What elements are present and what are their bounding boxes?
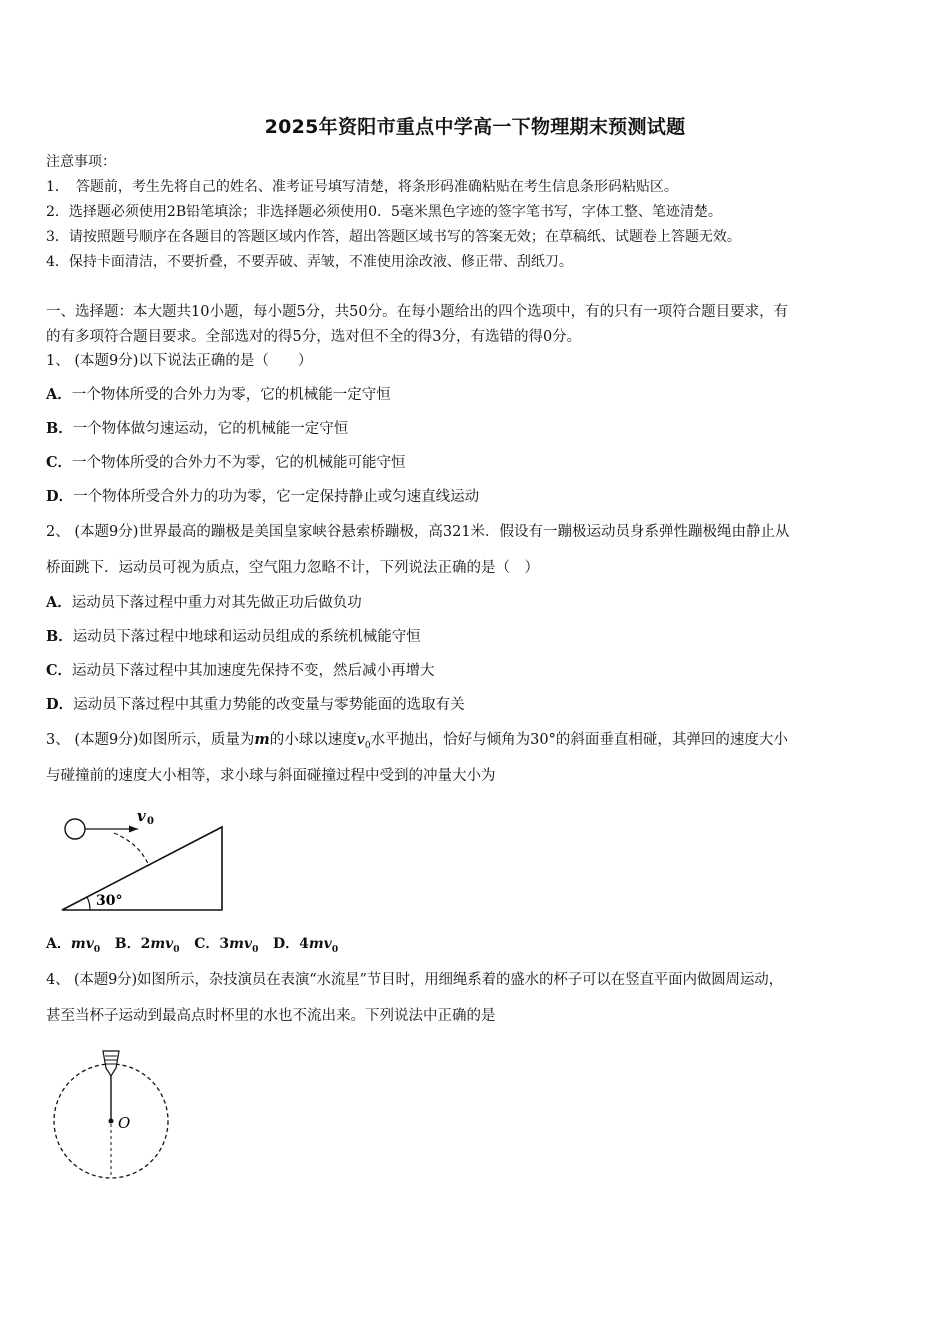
option-text: 运动员下落过程中其加速度先保持不变，然后减小再增大 xyxy=(72,663,435,679)
question-3-option-b xyxy=(114,936,180,955)
question-2-option-b xyxy=(46,627,916,647)
trajectory-path xyxy=(114,833,149,866)
angle-label: 30° xyxy=(96,893,123,909)
stem-text: 的小球以速度 xyxy=(269,732,357,748)
option-text: 一个物体所受的合外力不为零，它的机械能可能守恒 xyxy=(72,455,406,471)
question-2-stem-line-2: 桥面跳下．运动员可视为质点，空气阻力忽略不计，下列说法正确的是（ ） xyxy=(46,560,539,576)
velocity-symbol: v xyxy=(165,936,174,952)
option-letter: C． xyxy=(46,662,73,679)
velocity-label-subscript: 0 xyxy=(147,816,154,827)
question-3-options xyxy=(46,934,916,960)
option-text: 一个物体所受的合外力为零，它的机械能一定守恒 xyxy=(71,387,391,403)
mass-symbol: m xyxy=(229,936,244,952)
option-coef: 2 xyxy=(140,936,151,952)
velocity-subscript: 0 xyxy=(364,740,371,751)
option-letter: A． xyxy=(46,936,71,952)
section-intro-line-1: 一、选择题：本大题共10小题，每小题5分，共50分。在每小题给出的四个选项中，有的只有一项符合题目要求，有 xyxy=(46,304,789,320)
incline-triangle xyxy=(62,827,222,910)
question-3-option-a xyxy=(46,936,101,955)
center-point xyxy=(109,1119,114,1124)
option-coef: 4 xyxy=(299,936,309,952)
question-2-option-d xyxy=(46,695,916,715)
notice-item-2: 2．选择题必须使用2B铅笔填涂；非选择题必须使用0．5毫米黑色字迹的签字笔书写，字体工整、笔迹清楚。 xyxy=(46,204,722,220)
question-3-figure xyxy=(56,800,236,916)
question-3-stem-line-1 xyxy=(46,730,916,756)
velocity-subscript: 0 xyxy=(331,944,339,955)
option-letter: D． xyxy=(46,488,74,505)
section-intro-line-2: 的有多项符合题目要求。全部选对的得5分，选对但不全的得3分，有选错的得0分。 xyxy=(46,329,582,345)
velocity-symbol: v xyxy=(323,936,332,952)
notice-item-1: 1． 答题前，考生先将自己的姓名、准考证号填写清楚，将条形码准确粘贴在考生信息条形码粘贴区。 xyxy=(46,179,678,195)
option-text: 运动员下落过程中重力对其先做正功后做负功 xyxy=(71,595,362,611)
question-1-option-d xyxy=(46,487,916,507)
option-letter: B． xyxy=(114,936,141,952)
option-text: 一个物体做匀速运动，它的机械能一定守恒 xyxy=(72,421,349,437)
option-letter: A． xyxy=(46,594,72,611)
option-letter: C． xyxy=(46,454,73,471)
stem-text: 3、 (本题9分)如图所示，质量为 xyxy=(46,732,255,748)
option-letter: C． xyxy=(194,936,220,952)
velocity-label: v xyxy=(137,807,146,825)
question-1-option-a xyxy=(46,385,916,405)
center-label: O xyxy=(118,1114,131,1132)
question-4-figure xyxy=(48,1044,178,1186)
velocity-subscript: 0 xyxy=(93,944,101,955)
option-letter: D． xyxy=(272,936,300,952)
velocity-subscript: 0 xyxy=(252,944,259,955)
option-letter: B． xyxy=(46,628,73,645)
question-1-option-c xyxy=(46,453,916,473)
question-3-option-d xyxy=(272,936,339,955)
velocity-symbol: v xyxy=(356,732,365,748)
velocity-arrow-head xyxy=(129,826,138,833)
velocity-subscript: 0 xyxy=(173,944,180,955)
question-2-option-a xyxy=(46,593,916,613)
option-letter: A． xyxy=(46,386,72,403)
mass-symbol: m xyxy=(150,936,166,952)
ball xyxy=(65,819,85,839)
angle-arc xyxy=(87,897,90,910)
stem-text: 水平抛出，恰好与倾角为30°的斜面垂直相碰，其弹回的速度大小 xyxy=(370,732,788,748)
question-2-stem-line-1: 2、 (本题9分)世界最高的蹦极是美国皇家峡谷悬索桥蹦极，高321米．假设有一蹦极运动员身系弹性蹦极绳由静止从 xyxy=(46,524,790,540)
mass-symbol: m xyxy=(308,936,324,952)
option-text: 运动员下落过程中地球和运动员组成的系统机械能守恒 xyxy=(72,629,421,645)
question-1-option-b xyxy=(46,419,916,439)
velocity-symbol: v xyxy=(85,936,94,952)
question-2-option-c xyxy=(46,661,916,681)
option-text: 一个物体所受合外力的功为零，它一定保持静止或匀速直线运动 xyxy=(73,489,480,505)
option-letter: B． xyxy=(46,420,73,437)
mass-symbol: m xyxy=(254,731,270,748)
question-4-stem-line-2: 甚至当杯子运动到最高点时杯里的水也不流出来。下列说法中正确的是 xyxy=(46,1008,496,1024)
question-3-option-c xyxy=(194,936,259,955)
question-1-stem: 1、 (本题9分)以下说法正确的是（ ） xyxy=(46,353,313,369)
notice-item-4: 4．保持卡面清洁，不要折叠，不要弄破、弄皱，不准使用涂改液、修正带、刮纸刀。 xyxy=(46,254,573,270)
question-4-stem-line-1: 4、 (本题9分)如图所示，杂技演员在表演“水流星”节目时，用细绳系着的盛水的杯子可以在竖直平面内做圆周运动， xyxy=(46,972,783,988)
page-title: 2025年资阳市重点中学高一下物理期末预测试题 xyxy=(264,116,686,138)
notice-heading: 注意事项： xyxy=(46,154,116,170)
notice-item-3: 3．请按照题号顺序在各题目的答题区域内作答，超出答题区域书写的答案无效；在草稿纸、试题卷上答题无效。 xyxy=(46,229,741,245)
mass-symbol: m xyxy=(70,936,86,952)
option-text: 运动员下落过程中其重力势能的改变量与零势能面的选取有关 xyxy=(73,697,465,713)
option-coef: 3 xyxy=(219,936,230,952)
velocity-symbol: v xyxy=(243,936,253,952)
option-letter: D． xyxy=(46,696,74,713)
question-3-stem-line-2: 与碰撞前的速度大小相等，求小球与斜面碰撞过程中受到的冲量大小为 xyxy=(46,768,496,784)
